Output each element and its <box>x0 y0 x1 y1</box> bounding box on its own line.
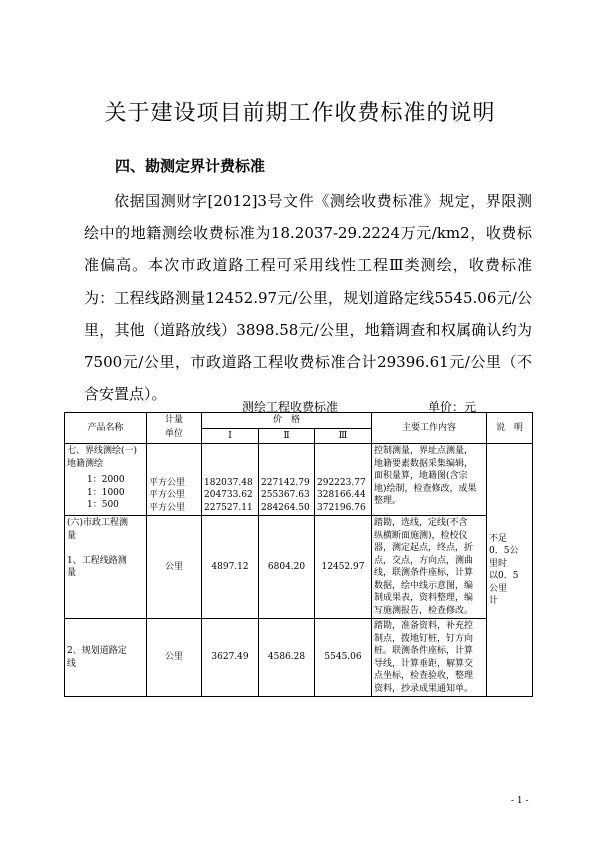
note-cell: 不足 0．5公 里时 以0．5 公里 计 <box>487 444 533 697</box>
page-number: - 1 - <box>511 796 529 806</box>
group1-price1 <box>202 444 259 516</box>
group1-units <box>147 444 202 516</box>
table-row <box>65 444 533 516</box>
unit-value: 平方公里 <box>149 502 186 513</box>
price-value: 292223.77 <box>317 477 366 488</box>
price-value: 227527.11 <box>204 502 253 513</box>
scale-1000: 1：1000 <box>87 487 125 498</box>
header-unit-bottom: 单位 <box>147 428 202 444</box>
paragraph-text: 依据国测财字[2012]3号文件《测绘收费标准》规定，界限测绘中的地籍测绘收费标准为18.2037-29.2224万元/km2，收费标准偏高。本次市政道路工程可采用线性工程Ⅲ类测绘，收费标准为：工程线路测量12452.97元/公里，规划道路定线5545.06元/公里，其他（道路放线）3898.58元/公里，地籍调查和权属确认约为7500元/公里，市政道路工程收费标准合计29396.61元/公里（不含安置点）。 <box>84 192 532 404</box>
scale-2000: 1：2000 <box>87 475 125 485</box>
price-value: 328166.44 <box>317 490 366 500</box>
header-product-name: 产品名称 <box>65 413 147 444</box>
group2-price3: 12452.97 <box>315 516 372 619</box>
header-price-3: Ⅲ <box>315 428 372 444</box>
group1-title: 七、界线测绘(一) 地籍测绘 <box>67 446 138 469</box>
group3-work: 踏勘，准备资料，补充控 制点，拨地钉桩，钉方向 桩。联测条件座标，计算 导线，计算垂距，解算交 点坐标，检查验收，整理 资料，抄录成果通知单。 <box>372 619 487 697</box>
header-main-work: 主要工作内容 <box>372 413 487 444</box>
body-paragraph <box>84 185 532 410</box>
group2-unit: 公里 <box>147 516 202 619</box>
header-price: 价 格 <box>202 413 372 429</box>
table-caption: 测绘工程收费标准 <box>242 400 339 414</box>
group3-price3: 5545.06 <box>315 619 372 697</box>
group1-price3 <box>315 444 372 516</box>
table-header-row <box>65 413 533 429</box>
group1-price2 <box>259 444 315 516</box>
header-note: 说 明 <box>487 413 533 444</box>
group3-name: 2、规划道路定 线 <box>65 619 147 697</box>
scale-500: 1：500 <box>87 500 119 510</box>
group3-unit: 公里 <box>147 619 202 697</box>
unit-value: 平方公里 <box>149 477 186 488</box>
table-row <box>65 619 533 697</box>
group1-cell <box>65 444 147 516</box>
table-unit-label: 单价：元 <box>428 400 477 414</box>
unit-value: 平方公里 <box>149 490 186 500</box>
table-row <box>65 516 533 619</box>
group2-name: (六)市政工程测 量 1、工程线路测 量 <box>65 516 147 619</box>
page-title: 关于建设项目前期工作收费标准的说明 <box>104 101 496 126</box>
group3-price2: 4586.28 <box>259 619 315 697</box>
price-value: 255367.63 <box>261 490 310 500</box>
price-value: 182037.48 <box>204 477 253 488</box>
price-value: 227142.79 <box>261 477 310 488</box>
section-heading: 四、勘测定界计费标准 <box>115 157 266 175</box>
group2-price2: 6804.20 <box>259 516 315 619</box>
price-value: 284264.50 <box>261 502 310 513</box>
price-value: 204733.62 <box>204 490 253 500</box>
header-price-1: Ⅰ <box>202 428 259 444</box>
group2-work: 踏勘，选线，定线(不含 纵横断面施测)，检校仪 器，测定起点，终点，折 点，交点，方向点，测曲 线，联测条件座标，计算 数据，绘中线示意图，编 制成果表，资料整理，编 写施测报告，检查修改。 <box>372 516 487 619</box>
price-value: 372196.76 <box>317 502 366 513</box>
header-unit-top: 计量 <box>147 413 202 429</box>
fee-table <box>64 412 533 697</box>
group1-work: 控制测量，界址点测量， 地籍要素数据采集编辑， 面积量算，地籍图(含宗 地)绘制，检查修改，成果 整理。 <box>372 444 487 516</box>
header-price-2: Ⅱ <box>259 428 315 444</box>
group3-price1: 3627.49 <box>202 619 259 697</box>
group2-price1: 4897.12 <box>202 516 259 619</box>
